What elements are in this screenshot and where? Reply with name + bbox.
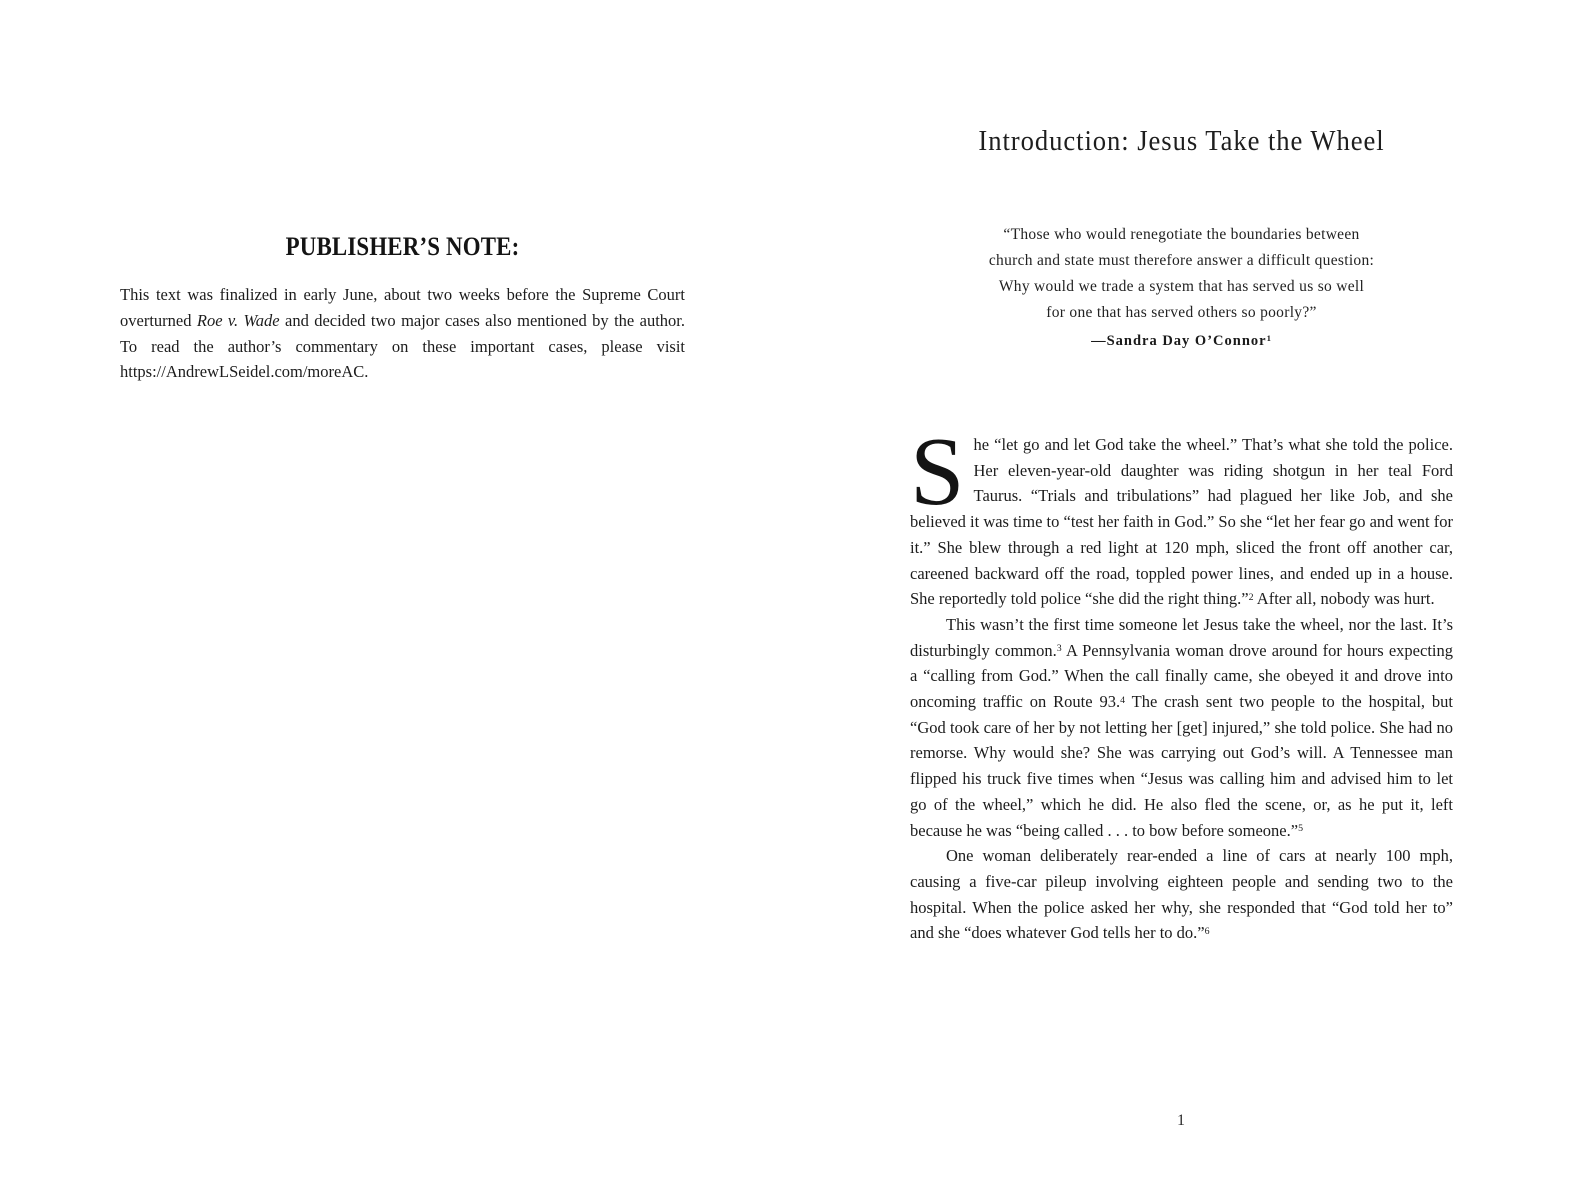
epigraph-line: for one that has served others so poorly?” xyxy=(1046,304,1317,321)
epigraph-line: Why would we trade a system that has served us so well xyxy=(998,278,1365,295)
publishers-note-title: PUBLISHER’S NOTE: xyxy=(285,232,520,261)
epigraph-line: “Those who would renegotiate the boundaries between xyxy=(1003,226,1360,243)
body-paragraph: This wasn’t the first time someone let Jesus take the wheel, nor the last. It’s disturbingly common.$^3$ A Pennsylvania woman drove around for hours expecting a “calling from God.” When the call finally came, she obeyed it and drove into oncoming traffic on Route 93.$^4$ The crash sent two people to the hospital, but “God took care of her by not letting her [get] injured,” she told police. She had no remorse. Why would she? She was carrying out God’s will. A Tennessee man flipped his truck five times when “Jesus was calling him and advised him to let go of the wheel,” which he did. He also fled the scene, or, as he put it, left because he was “being called . . . to bow before someone.”$^5$ xyxy=(910,614,1453,840)
body-paragraph xyxy=(910,418,1453,612)
epigraph xyxy=(910,222,1453,350)
body-paragraph-text: he “let go and let God take the wheel.” That’s what she told the police. Her eleven-year-old daughter was riding shotgun in her teal Ford Taurus. “Trials and tribulations” had plagued her like Job, and she believed it was time to “test her faith in God.” So she “let her fear go and went for it.” She blew through a red light at 120 mph, sliced the front off another car, careened backward off the road, toppled power lines, and ended up in a house. She reportedly told police “she did the right thing.”$^2$ After all, nobody was hurt. xyxy=(910,435,1453,609)
epigraph-attribution: —Sandra Day O’Connor$^1$ xyxy=(1091,333,1272,349)
publishers-note-block xyxy=(120,230,685,385)
body-paragraph: One woman deliberately rear-ended a line of cars at nearly 100 mph, causing a five-car pileup involving eighteen people and sending two to the hospital. When the police asked her why, she responded that “God told her to” and she “does whatever God tells her to do.”$^6$ xyxy=(910,846,1453,943)
right-page xyxy=(798,0,1596,1196)
epigraph-line: church and state must therefore answer a difficult question: xyxy=(988,252,1375,269)
page-number: 1 xyxy=(1177,1112,1186,1129)
chapter-body xyxy=(910,418,1453,946)
chapter-title: Introduction: Jesus Take the Wheel xyxy=(978,126,1385,157)
drop-cap: S xyxy=(910,418,965,526)
publishers-note-text: This text was finalized in early June, about two weeks before the Supreme Court overturned Roe v. Wade and decided two major cases also mentioned by the author. To read the author’s commentary on these important cases, please visit https://AndrewLSeidel.com/moreAC. xyxy=(120,285,685,382)
